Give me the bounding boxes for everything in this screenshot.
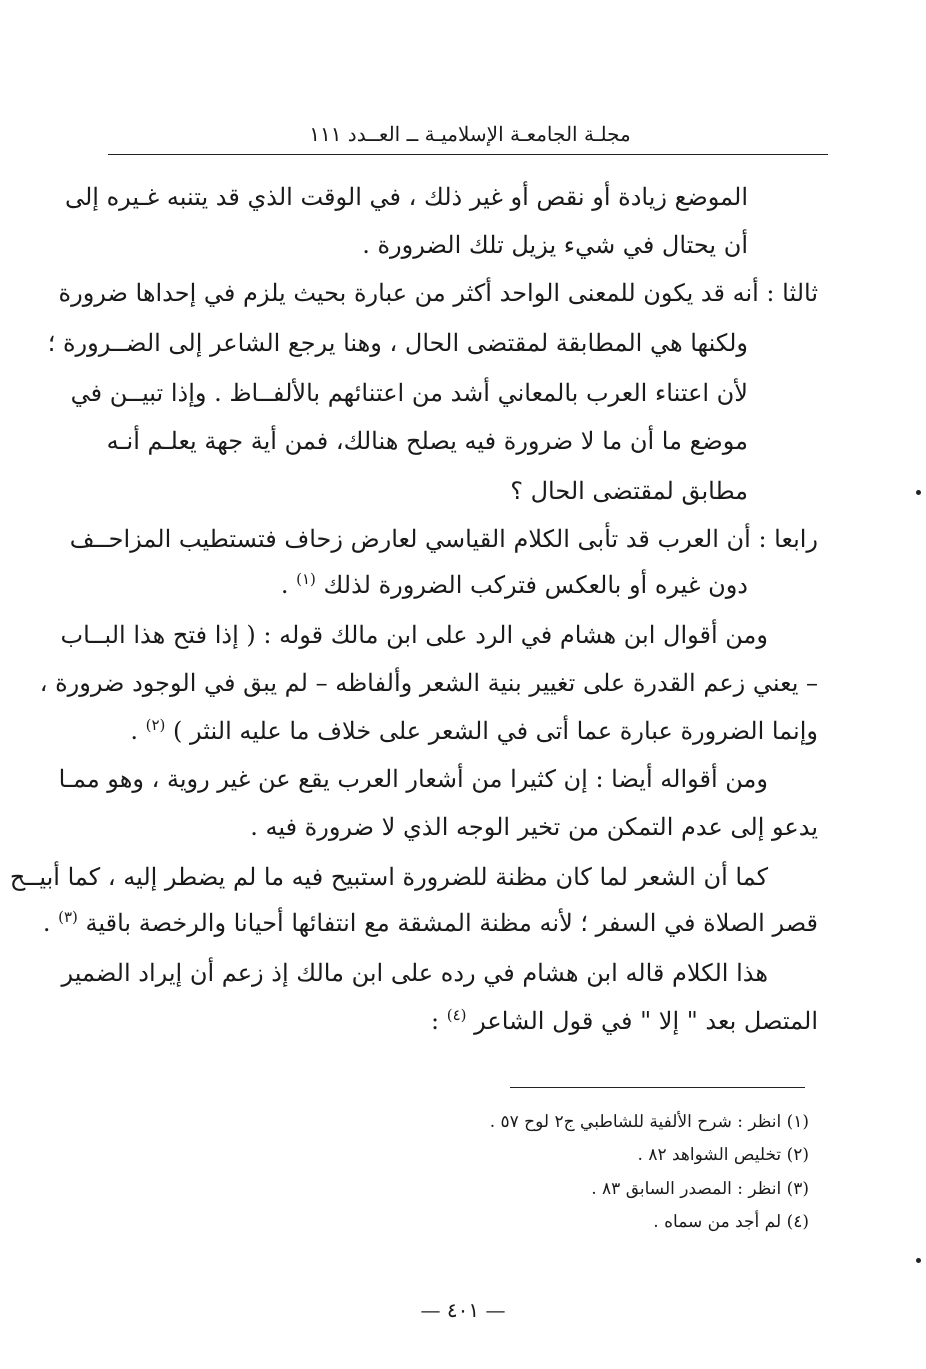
page-number: — ٤٠١ — bbox=[420, 1298, 506, 1322]
body-line: لأن اعتناء العرب بالمعاني أشد من اعتنائهم بالألفــاظ . وإذا تبيــن في bbox=[70, 379, 748, 407]
body-line: مطابق لمقتضى الحال ؟ bbox=[510, 477, 748, 505]
footnote-ref: (٤) bbox=[446, 1006, 467, 1024]
body-line: كما أن الشعر لما كان مظنة للضرورة استبيح فيه ما لم يضطر إليه ، كما أبيــح bbox=[9, 863, 768, 891]
body-line: ثالثا : أنه قد يكون للمعنى الواحد أكثر من عبارة بحيث يلزم في إحداها ضرورة bbox=[58, 279, 818, 307]
scan-speck bbox=[916, 1258, 921, 1263]
body-line: ومن أقوال ابن هشام في الرد على ابن مالك قوله : ( إذا فتح هذا البــاب bbox=[60, 621, 768, 649]
body-line: ولكنها هي المطابقة لمقتضى الحال ، وهنا يرجع الشاعر إلى الضــرورة ؛ bbox=[47, 329, 748, 357]
footnote-ref: (١) bbox=[296, 570, 316, 588]
body-line: ومن أقواله أيضا : إن كثيرا من أشعار العرب يقع عن غير روية ، وهو ممـا bbox=[58, 765, 768, 793]
punctuation: . bbox=[280, 571, 297, 599]
footnote-divider bbox=[510, 1087, 805, 1088]
body-line-text: المتصل بعد " إلا " في قول الشاعر bbox=[474, 1007, 818, 1035]
body-line: يدعو إلى عدم التمكن من تخير الوجه الذي لا ضرورة فيه . bbox=[250, 813, 818, 841]
body-line-text: وإنما الضرورة عبارة عما أتى في الشعر على خلاف ما عليه النثر ) bbox=[173, 717, 818, 745]
journal-header: مجلـة الجامعـة الإسلاميـة ــ العــدد ١١١ bbox=[309, 122, 631, 146]
body-line bbox=[281, 568, 748, 602]
body-line bbox=[130, 714, 818, 748]
footnote-item: (٤) لم أجد من سماه . bbox=[653, 1212, 809, 1232]
body-line: رابعا : أن العرب قد تأبى الكلام القياسي لعارض زحاف فتستطيب المزاحــف bbox=[69, 525, 818, 553]
body-line-text: قصر الصلاة في السفر ؛ لأنه مظنة المشقة مع انتفائها أحيانا والرخصة باقية bbox=[85, 909, 818, 937]
body-line: – يعني زعم القدرة على تغيير بنية الشعر وألفاظه – لم يبق في الوجود ضرورة ، bbox=[39, 669, 818, 697]
body-line: موضع ما أن ما لا ضرورة فيه يصلح هنالك، فمن أية جهة يعلـم أنـه bbox=[106, 427, 748, 455]
body-line-text: دون غيره أو بالعكس فتركب الضرورة لذلك bbox=[323, 571, 748, 599]
punctuation: : bbox=[431, 1007, 447, 1035]
footnote-item: (٢) تخليص الشواهد ٨٢ . bbox=[637, 1145, 809, 1165]
footnote-ref: (٣) bbox=[58, 908, 78, 926]
body-line bbox=[43, 906, 818, 940]
header-divider bbox=[108, 154, 828, 155]
body-line bbox=[431, 1004, 818, 1038]
punctuation: . bbox=[130, 717, 146, 745]
body-line: الموضع زيادة أو نقص أو غير ذلك ، في الوقت الذي قد يتنبه غـيره إلى bbox=[64, 183, 748, 211]
punctuation: . bbox=[42, 909, 59, 937]
footnote-ref: (٢) bbox=[145, 716, 166, 734]
body-line: أن يحتال في شيء يزيل تلك الضرورة . bbox=[362, 231, 748, 259]
body-line: هذا الكلام قاله ابن هشام في رده على ابن مالك إذ زعم أن إيراد الضمير bbox=[61, 959, 768, 987]
footnote-item: (٣) انظر : المصدر السابق ٨٣ . bbox=[591, 1179, 809, 1199]
footnote-item: (١) انظر : شرح الألفية للشاطبي ج٢ لوح ٥٧ . bbox=[489, 1112, 809, 1132]
scan-speck bbox=[916, 490, 921, 495]
